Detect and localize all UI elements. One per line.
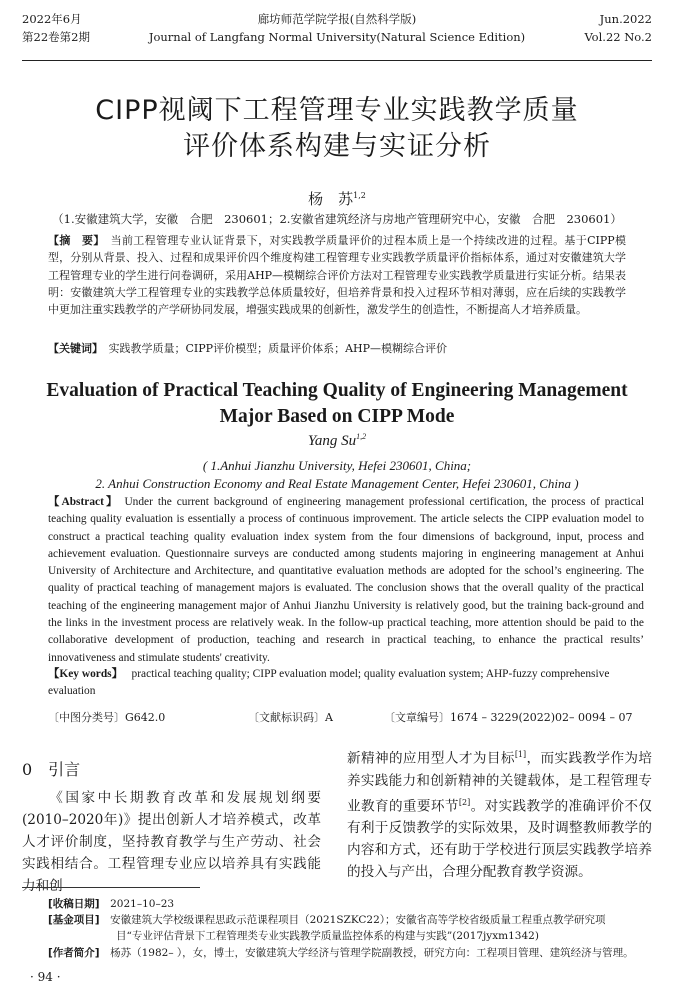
body-right-column	[347, 744, 652, 883]
affiliation-en-line1: ( 1.Anhui Jianzhu University, Hefei 230601, China;	[202, 458, 472, 473]
header-rule	[22, 60, 652, 61]
header-volume-cn: 第22卷第2期	[22, 30, 90, 44]
footnote-received	[48, 896, 652, 912]
title-cn	[22, 93, 652, 165]
keywords-cn-label: 【关键词】	[48, 342, 98, 355]
footnote-fund-line2: 目“专业评估背景下工程管理类专业实践教学质量监控体系的构建与实践”(2017jyxm1342)	[116, 930, 539, 942]
article-id: 〔文章编号〕1674 – 3229(2022)02– 0094 – 07	[384, 711, 633, 724]
keywords-cn-text: 实践教学质量；CIPP评价模型；质量评价体系；AHP—模糊综合评价	[108, 342, 448, 355]
affiliation-en-line2: 2. Anhui Construction Economy and Real Estate Management Center, Hefei 230601, China )	[95, 476, 579, 491]
footnote-fund-line1: 安徽建筑大学校级课程思政示范课程项目（2021SZKC22）；安徽省高等学校省级质量工程重点教学研究项	[110, 914, 606, 926]
section-heading: 0 引言	[22, 760, 81, 779]
abstract-en	[48, 494, 644, 667]
affiliation-cn: （1.安徽建筑大学，安徽 合肥 230601；2.安徽省建筑经济与房地产管理研究中心，安徽 合肥 230601）	[52, 212, 622, 226]
running-header	[22, 10, 652, 60]
footnote-fund-label: [基金项目]	[48, 914, 100, 926]
title-en	[30, 378, 644, 430]
author-cn-sup: 1,2	[353, 191, 366, 200]
header-center	[22, 10, 652, 46]
document-code: 〔文献标识码〕A	[248, 711, 333, 724]
keywords-en-label: 【Key words】	[48, 668, 123, 680]
abstract-cn	[48, 232, 626, 318]
title-en-line2: Major Based on CIPP Mode	[219, 406, 455, 427]
footnote-rule	[22, 887, 200, 888]
abstract-en-text: Under the current background of engineering management professional certification, the process of practical teaching quality evaluation is essentially a process of continuous improvement. The article selects the CIPP evaluation model to construct a practical teaching quality evaluation index system from the four dimensions of background, input, process and achievement evaluation. Questionnaire surveys are conducted among students majoring in engineering management at Anhui University of Architecture and Architecture, and quantitative evaluation methods are adopted for the school’s engineering. The quality of practical teaching of management majors is evaluated. The conclusion shows that the overall quality of the practical teaching of the engineering management major of Anhui Jianzhu University is relatively good, but the training back-ground and the links in the investment process are relatively weak. In the follow-up practical teaching, more attention should be paid to the collaborative development of production, teaching and research in practical teaching, to enhance the practical results’ innovativeness and stimulate students' creativity.	[48, 496, 644, 664]
footnote-received-text: 2021–10–23	[110, 898, 175, 910]
footnote-fund	[48, 912, 652, 944]
clc-number: 〔中图分类号〕G642.0	[48, 711, 166, 724]
author-cn-name: 杨 苏	[308, 190, 354, 208]
header-journal-en: Journal of Langfang Normal University(Natural Science Edition)	[148, 30, 526, 44]
author-cn	[0, 188, 674, 209]
page-number: · 94 ·	[30, 970, 61, 984]
header-right	[584, 10, 652, 46]
title-cn-line2: 评价体系构建与实证分析	[183, 131, 491, 162]
footnote-author-text: 杨苏（1982– ），女，博士，安徽建筑大学经济与管理学院副教授，研究方向：工程项目管理、建筑经济与管理。	[110, 947, 634, 959]
title-cn-line1: CIPP视阈下工程管理专业实践教学质量	[95, 95, 579, 126]
citation-2: [2]	[458, 797, 471, 807]
header-date-en: Jun.2022	[599, 12, 652, 26]
title-en-line1: Evaluation of Practical Teaching Quality of Engineering Management	[46, 380, 628, 401]
header-journal-cn: 廊坊师范学院学报(自然科学版)	[257, 12, 417, 26]
footnote-received-label: [收稿日期]	[48, 898, 100, 910]
abstract-cn-text: 当前工程管理专业认证背景下，对实践教学质量评价的过程本质上是一个持续改进的过程。基于CIPP模型，分别从背景、投入、过程和成果评价四个维度构建工程管理专业实践教学质量评价指标体系，通过对安徽建筑大学工程管理专业的学生进行问卷调研，采用AHP—模糊综合评价方法对工程管理专业实践教学质量进行实证分析。结果表明：安徽建筑大学工程管理专业的实践教学总体质量较好，但培养背景和投入过程环节相对薄弱，应在后续的实践教学中更加注重实践教学的产学研协同发展，增强实践成果的创新性，激发学生的创造性，不断提高人才培养质量。	[48, 234, 627, 317]
author-en-name: Yang Su	[307, 433, 357, 449]
body-right-text-2: ，而实践教学作为培养实践能力和创新精神的关键载体，是工程管理专业教育的重要环节	[347, 750, 653, 815]
abstract-cn-label: 【摘 要】	[48, 234, 100, 247]
body-right-text-3: 。对实践教学的准确评价不仅有利于反馈教学的实际效果，及时调整教师教学的内容和方式，还有助于学校进行顶层实践教学培养的投入与产出，合理分配教育教学资源。	[347, 798, 653, 881]
header-volume-en: Vol.22 No.2	[584, 30, 652, 44]
author-en	[0, 432, 674, 450]
body-right-text-1: 新精神的应用型人才为目标	[347, 750, 515, 767]
body-left-column: 《国家中长期教育改革和发展规划纲要(2010–2020年)》提出创新人才培养模式，改革人才评价制度，坚持教育教学与生产劳动、社会实践相结合。工程管理专业应以培养具有实践能力和创	[22, 790, 321, 894]
abstract-en-label: 【Abstract】	[48, 496, 120, 508]
keywords-en	[48, 666, 644, 701]
keywords-en-text: practical teaching quality; CIPP evaluation model; quality evaluation system; AHP-fuzzy comprehensive evaluation	[48, 668, 610, 698]
affiliation-en	[22, 457, 652, 493]
footnote-author-label: [作者简介]	[48, 947, 100, 959]
citation-1: [1]	[514, 750, 527, 759]
footnote-author	[48, 945, 652, 961]
header-date-cn: 2022年6月	[22, 12, 82, 26]
author-en-sup: 1,2	[356, 432, 367, 441]
keywords-cn	[48, 340, 626, 357]
